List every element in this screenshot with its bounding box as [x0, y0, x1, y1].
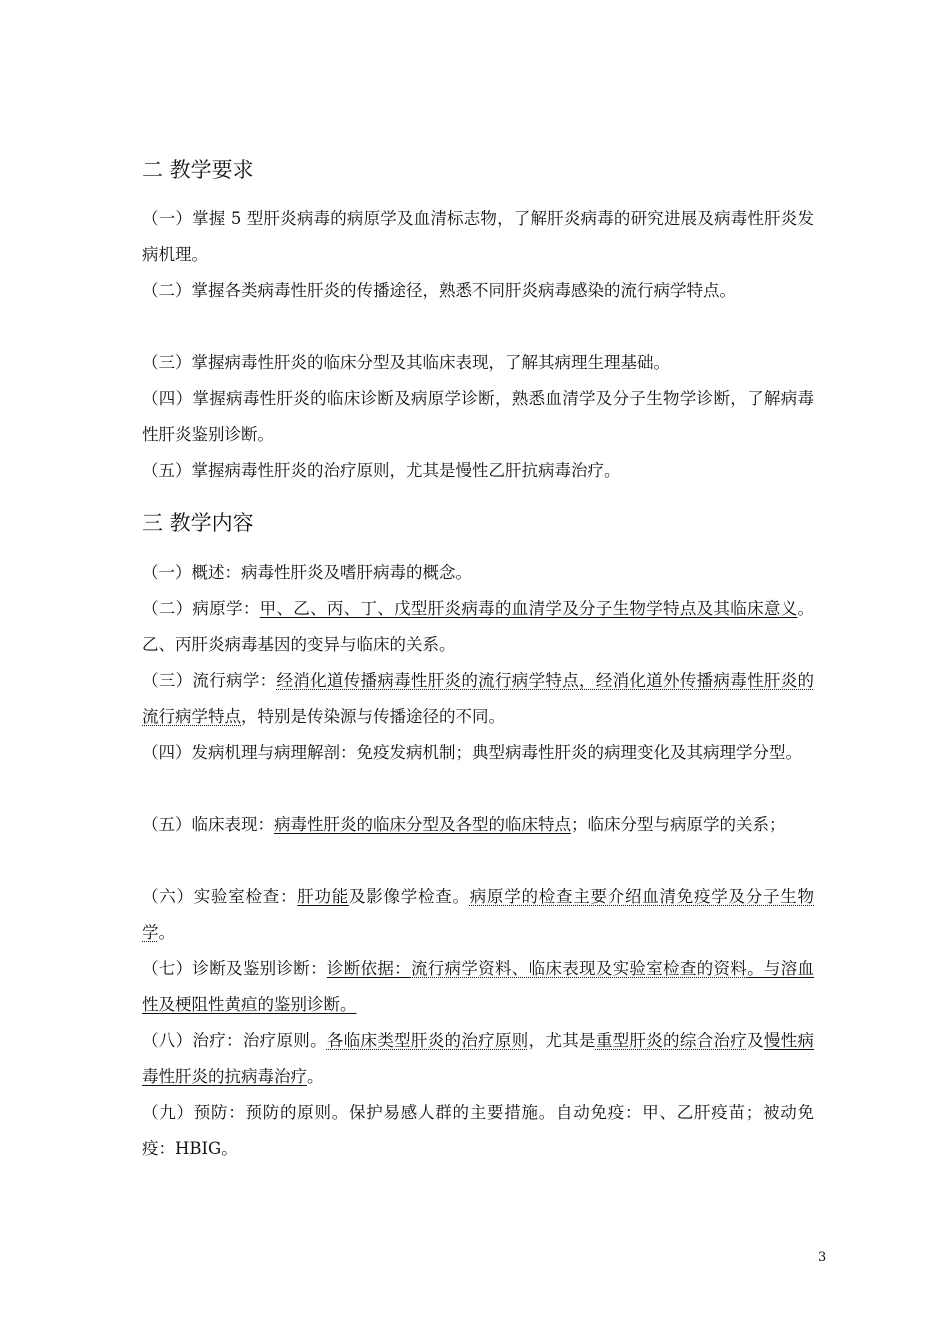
text-run: （八）治疗：治疗原则。: [142, 1031, 327, 1050]
text-run: （一）掌握 5 型肝炎病毒的病原学及血清标志物，了解肝炎病毒的研究进展及病毒性肝炎发病机理。: [142, 209, 814, 264]
dotted-underlined-text: 流行病学资料、临床表现及实验室检查的资料: [410, 959, 748, 978]
content-item-3: [142, 663, 814, 735]
text-run: （一）概述：病毒性肝炎及嗜肝病毒的概念。: [142, 563, 472, 582]
content-item-1: [142, 555, 814, 591]
requirement-item-1: [142, 201, 814, 273]
dotted-underlined-text: 经消化道传播病毒性肝炎的流行病学特点，经消化道外传播病毒性肝炎的流行病学特点: [142, 671, 815, 726]
text-run: （三）流行病学：: [142, 671, 277, 690]
section-heading-requirements: 二 教学要求: [142, 158, 254, 182]
text-run: ；临床分型与病原学的关系；: [571, 815, 786, 834]
content-item-5: [142, 807, 814, 843]
underlined-text: 病毒性肝炎的临床分型及各型的临床特点: [274, 815, 571, 834]
requirement-item-2: [142, 273, 814, 309]
underlined-text: 肝功能: [297, 887, 349, 906]
underlined-text: 甲、乙、丙、丁、戊型肝炎病毒的血清学及分子生物学特点及其临床意义: [259, 599, 798, 618]
dotted-underlined-text: 各临床类型肝炎的治疗原则: [326, 1031, 529, 1050]
text-run: （二）掌握各类病毒性肝炎的传播途径，熟悉不同肝炎病毒感染的流行病学特点。: [142, 281, 736, 300]
content-item-4: [142, 735, 814, 771]
dotted-underlined-text: 病原学的检查主要介绍血清免疫学及分子生物学: [142, 887, 814, 942]
content-item-8: [142, 1023, 814, 1095]
text-run: （四）发病机理与病理解剖：免疫发病机制；典型病毒性肝炎的病理变化及其病理学分型。: [142, 743, 802, 762]
underlined-text: 慢性病毒性肝炎的抗病毒治疗: [142, 1031, 815, 1086]
text-run: （七）诊断及鉴别诊断：: [142, 959, 327, 978]
text-run: 及影像学检查。: [349, 887, 470, 906]
content-item-9: [142, 1095, 814, 1167]
content-item-7: [142, 951, 814, 1023]
text-run: 及: [747, 1031, 764, 1050]
content-item-6: [142, 879, 814, 951]
text-run: （五）临床表现：: [142, 815, 274, 834]
text-run: （三）掌握病毒性肝炎的临床分型及其临床表现，了解其病理生理基础。: [142, 353, 670, 372]
requirement-item-3: [142, 345, 814, 381]
text-run: （二）病原学：: [142, 599, 260, 618]
text-run: 。: [307, 1067, 324, 1086]
text-run: （四）掌握病毒性肝炎的临床诊断及病原学诊断，熟悉血清学及分子生物学诊断，了解病毒性肝炎鉴别诊断。: [142, 389, 814, 444]
content-item-2: [142, 591, 814, 663]
requirement-item-4: [142, 381, 814, 453]
requirement-item-5: [142, 453, 814, 489]
text-run: （五）掌握病毒性肝炎的治疗原则，尤其是慢性乙肝抗病毒治疗。: [142, 461, 621, 480]
text-run: ，尤其是: [528, 1031, 596, 1050]
section-heading-content: 三 教学内容: [142, 511, 254, 535]
dotted-underlined-text: 重型肝炎的综合治疗: [595, 1031, 748, 1050]
text-run: 。: [158, 923, 175, 942]
text-run: （六）实验室检查：: [142, 887, 298, 906]
text-run: ，特别是传染源与传播途径的不同。: [241, 707, 505, 726]
underlined-text: 。与溶血性及梗阻性黄疸的鉴别诊断。: [142, 959, 815, 1014]
underlined-text: 诊断依据：: [326, 959, 411, 978]
page-number: 3: [818, 1250, 827, 1265]
text-run: 。乙、丙肝炎病毒基因的变异与临床的关系。: [142, 599, 815, 654]
text-run: （九）预防：预防的原则。保护易感人群的主要措施。自动免疫：甲、乙肝疫苗；被动免疫：HBIG。: [142, 1103, 814, 1158]
